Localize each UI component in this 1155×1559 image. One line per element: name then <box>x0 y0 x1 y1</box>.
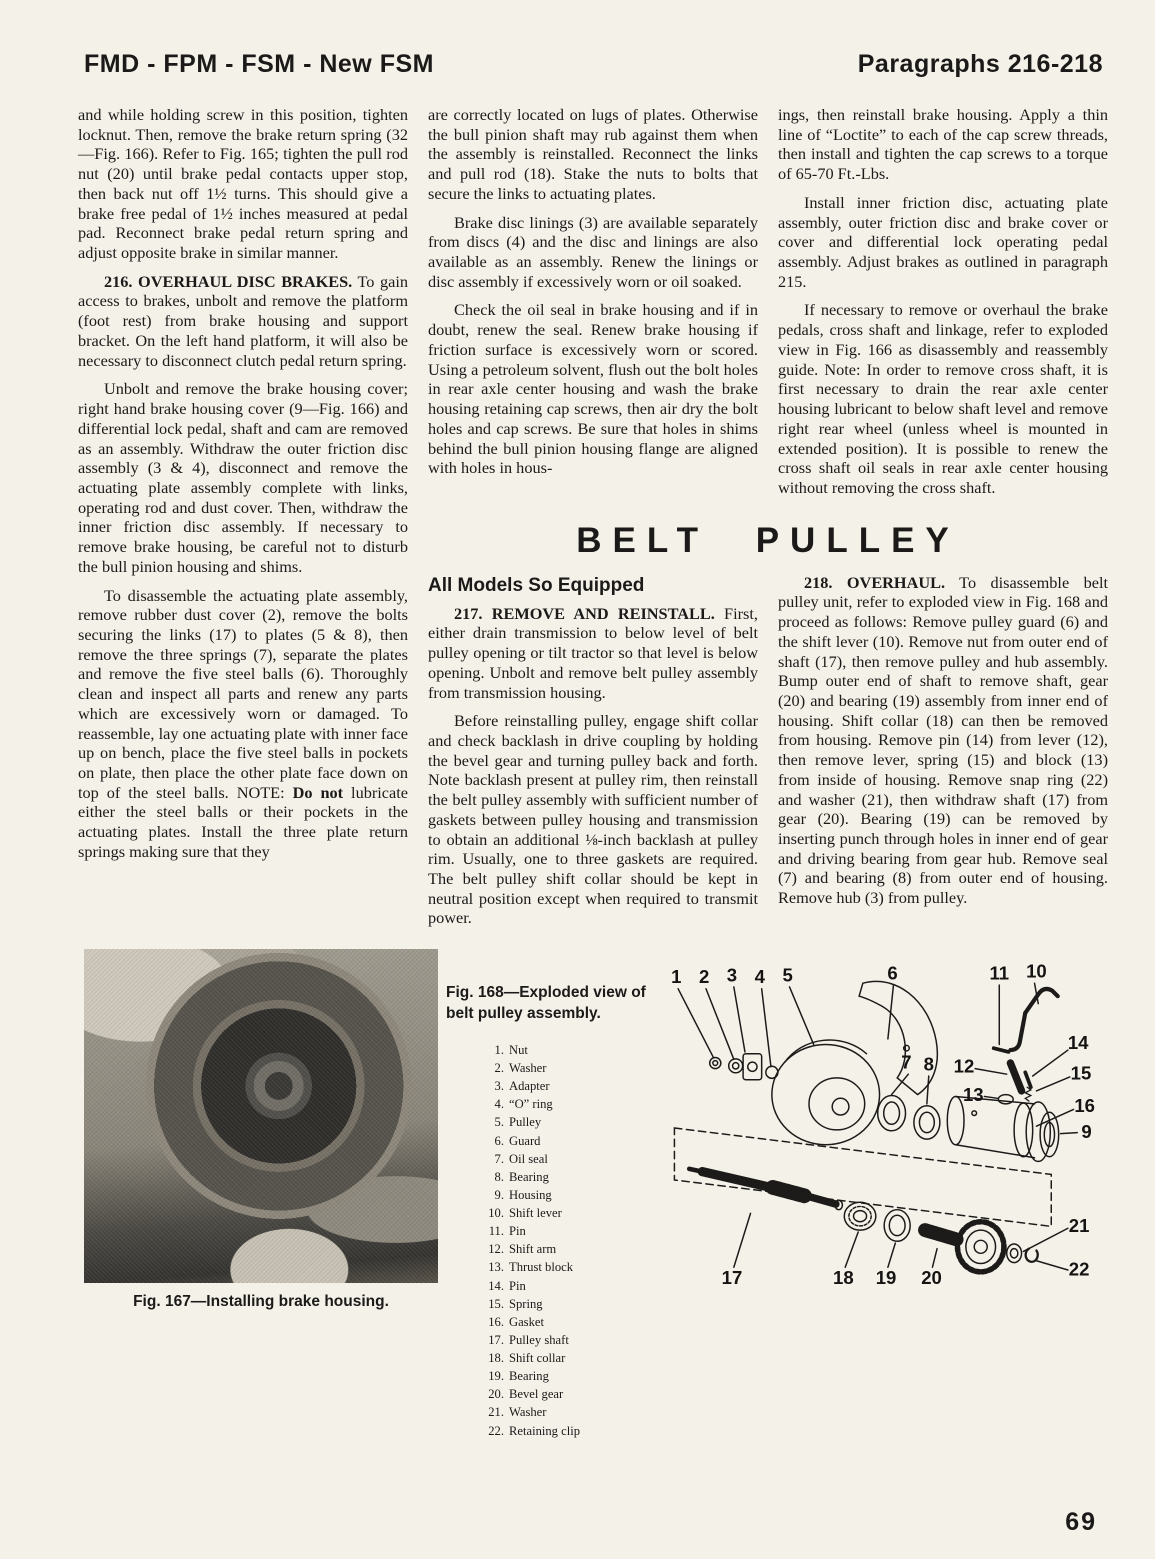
callout-number: 21 <box>1068 1215 1090 1237</box>
callout-number: 20 <box>921 1267 942 1289</box>
belt-column-right <box>778 573 1108 937</box>
parts-list-item <box>478 1349 646 1367</box>
part-number: 16. <box>488 1314 504 1329</box>
callout-number: 5 <box>782 964 793 986</box>
parts-list-item <box>478 1204 646 1222</box>
parts-list-item <box>478 1331 646 1349</box>
paragraph-with-note <box>78 586 408 862</box>
parts-list-item <box>478 1113 646 1131</box>
part-16-gasket <box>1014 1103 1033 1157</box>
part-name: Guard <box>509 1133 541 1148</box>
section-218-text: To disassemble belt pulley unit, refer to exploded view in Fig. 168 and proceed as follows: Remove pulley guard (6) and the shift lever (10). Remove nut from outer end of shaft (17), then remove pulley and hub assembly. Bump outer end of shaft to remove shaft, gear (20) and bearing (19) assembly from inner end of housing. Shift collar (18) can then be removed from housing. Remove pin (14) from lever (12), then remove lever, spring (15) and block (13) from inside of housing. Remove snap ring (22) and washer (21), then withdraw shaft (17) from gear (20). Bearing (19) can be removed by inserting punch through holes in inner end of gear and driving bearing from gear hub. Remove seal (7) and bearing (8) from outer end of housing. Remove hub (3) from pulley. <box>778 572 1108 908</box>
callout-number: 22 <box>1068 1258 1090 1280</box>
callout-number: 1 <box>671 966 682 988</box>
part-1-nut <box>710 1058 721 1069</box>
part-8-bearing <box>914 1106 940 1139</box>
part-20-bevel-gear <box>925 1222 1004 1272</box>
parts-list-item <box>478 1150 646 1168</box>
parts-list-item <box>478 1168 646 1186</box>
callout-number: 10 <box>1026 960 1047 982</box>
parts-list-item <box>478 1385 646 1403</box>
figure-168-parts-list <box>446 1041 646 1440</box>
figure-167-caption: Fig. 167—Installing brake housing. <box>133 1293 389 1311</box>
paragraphs-header: Paragraphs 216-218 <box>857 50 1103 78</box>
part-name: Bearing <box>509 1169 549 1184</box>
callout-number: 11 <box>989 962 1010 984</box>
paragraph: If necessary to remove or overhaul the brake pedals, cross shaft and linkage, refer to exploded view in Fig. 166 as disassembly and reassembly guide. Note: In order to remove cross shaft, it is first necessary to drain the rear axle center housing lubricant to below shaft level and remove right rear wheel (unless wheel is mounted in extended position). It is possible to renew the cross shaft oil seals in rear axle center housing without removing the cross shaft. <box>778 300 1108 497</box>
section-217-text: First, either drain transmission to below level of belt pulley opening or tilt tractor so that level is below opening. Unbolt and remove belt pulley assembly from transmission housing. <box>428 603 758 702</box>
part-name: Washer <box>509 1061 547 1076</box>
part-number: 5. <box>494 1115 504 1130</box>
section-218-heading: 218. OVERHAUL. <box>804 572 946 592</box>
belt-pulley-columns <box>428 573 1108 937</box>
part-number: 7. <box>494 1151 504 1166</box>
part-number: 12. <box>488 1242 504 1257</box>
parts-list-item <box>478 1041 646 1059</box>
part-name: Gasket <box>509 1314 544 1329</box>
part-14-pin <box>1025 1072 1031 1087</box>
leader-lines <box>678 983 1077 1270</box>
page-number: 69 <box>1065 1508 1097 1536</box>
paragraph: Check the oil seal in brake housing and if in doubt, renew the seal. Renew brake housing if friction surface is excessively worn or scored. Using a petroleum solvent, flush out the bolt holes in rear axle center housing and wash the brake housing retaining cap screws, then air dry the bolt holes and cap screws. Be sure that holes in shims behind the bull pinion housing flange are aligned with holes in hous- <box>428 300 758 478</box>
all-models-subhead: All Models So Equipped <box>428 574 645 596</box>
part-17-pulley-shaft <box>689 1169 842 1210</box>
brake-housing-photo <box>84 949 438 1283</box>
part-name: Shift lever <box>509 1206 562 1221</box>
part-9-housing <box>947 1097 1058 1162</box>
paragraph: and while holding screw in this position, tighten locknut. Then, remove the brake return spring (32—Fig. 166). Refer to Fig. 165; tighten the pull rod nut (20) until brake pedal contacts upper stop, then back nut off 1½ turns. This should give a brake free pedal of 1½ inches measured at pedal pad. Reconnect brake pedal return spring and adjust opposite brake in similar manner. <box>78 105 408 263</box>
part-6-guard <box>859 981 937 1094</box>
main-text-area <box>0 79 1155 937</box>
note-paragraph-end: lubricate either the steel balls or their pockets in the actuating plates. Install the three plate return springs making sure that they <box>78 782 409 861</box>
callout-number: 12 <box>953 1055 975 1077</box>
figure-168-caption: Fig. 168—Exploded view of belt pulley assembly. <box>446 984 646 1023</box>
parts-list-item <box>478 1186 646 1204</box>
part-number: 17. <box>488 1332 504 1347</box>
parts-list-item <box>478 1277 646 1295</box>
part-name: Bearing <box>509 1369 549 1384</box>
part-name: Pulley <box>509 1115 542 1130</box>
part-name: Pulley shaft <box>509 1332 569 1347</box>
callout-number: 14 <box>1067 1032 1089 1054</box>
section-218-paragraph <box>778 573 1108 908</box>
parts-list-item <box>478 1295 646 1313</box>
columns-2-3-pane <box>428 105 1108 937</box>
part-name: Thrust block <box>509 1260 574 1275</box>
parts-list-item <box>478 1258 646 1276</box>
part-number: 8. <box>494 1169 504 1184</box>
callout-number: 8 <box>923 1053 934 1075</box>
parts-list-item <box>478 1132 646 1150</box>
part-number: 2. <box>494 1061 504 1076</box>
column-3 <box>778 105 1108 507</box>
parts-list-item <box>478 1095 646 1113</box>
part-number: 11. <box>488 1224 504 1239</box>
part-2-washer <box>729 1059 743 1073</box>
part-number: 10. <box>488 1206 504 1221</box>
part-number: 1. <box>494 1042 504 1057</box>
callout-number: 18 <box>833 1267 854 1289</box>
figure-168-legend <box>446 949 646 1440</box>
part-name: Bevel gear <box>509 1387 564 1402</box>
parts-list-item <box>478 1222 646 1240</box>
part-name: Nut <box>509 1042 528 1057</box>
callout-number: 19 <box>875 1267 897 1289</box>
part-name: “O” ring <box>509 1097 553 1112</box>
part-name: Pin <box>509 1278 526 1293</box>
parts-list-item <box>478 1313 646 1331</box>
part-21-washer <box>1007 1244 1022 1263</box>
part-name: Adapter <box>509 1079 550 1094</box>
paragraph: Brake disc linings (3) are available separately from discs (4) and the disc and linings are also available as an assembly. Renew the linings or disc assembly if excessively worn or oil soaked. <box>428 212 758 291</box>
callout-number: 16 <box>1074 1095 1095 1117</box>
figure-167 <box>84 949 438 1440</box>
part-11-pin <box>994 1048 1009 1052</box>
part-10-shift-lever <box>1010 989 1057 1050</box>
part-number: 14. <box>488 1278 504 1293</box>
page-header <box>0 0 1155 79</box>
note-bold-phrase: Do not <box>292 782 344 802</box>
paragraph: Before reinstalling pulley, engage shift collar and check backlash in drive coupling by holding the bevel gear and turning pulley back and forth. Note backlash present at pulley rim, then reinstall the belt pulley assembly with sufficient number of gaskets between pulley housing and transmission to obtain an additional ⅛-inch backlash at pulley rim. Usually, one to three gaskets are required. The belt pulley shift collar should be kept in neutral position except when required to transmit power. <box>428 711 758 928</box>
callout-number: 3 <box>726 964 738 986</box>
section-216-heading: 216. OVERHAUL DISC BRAKES. <box>104 271 353 291</box>
callout-number: 7 <box>901 1051 912 1073</box>
paragraph: are correctly located on lugs of plates. Otherwise the bull pinion shaft may rub against them when the assembly is reinstalled. Reconnect the links and pull rod (18). Stake the nuts to bolts that secure the links to actuating plates. <box>428 105 758 203</box>
part-12-shift-arm <box>1010 1063 1021 1091</box>
section-217-paragraph <box>428 604 758 703</box>
part-13-thrust-block <box>998 1095 1013 1104</box>
belt-column-left <box>428 573 758 937</box>
paragraph: Install inner friction disc, actuating plate assembly, outer friction disc and brake cover or cover and differential lock operating pedal assembly. Adjust brakes as outlined in paragraph 215. <box>778 192 1108 291</box>
models-header: FMD - FPM - FSM - New FSM <box>84 50 434 78</box>
paragraph: ings, then reinstall brake housing. Apply a thin line of “Loctite” to each of the cap screw threads, then install and tighten the cap screws to a torque of 65-70 Ft.-Lbs. <box>778 105 1108 184</box>
part-number: 4. <box>494 1097 504 1112</box>
part-name: Housing <box>509 1187 552 1202</box>
column-1 <box>78 105 408 937</box>
section-216-paragraph <box>78 272 408 371</box>
parts-list-item <box>478 1367 646 1385</box>
belt-pulley-section-title: BELT PULLEY <box>576 520 960 560</box>
parts-list-item <box>478 1240 646 1258</box>
column-2 <box>428 105 758 507</box>
part-3-adapter <box>743 1054 762 1080</box>
parts-list-item <box>478 1422 646 1440</box>
paragraph: Unbolt and remove the brake housing cover; right hand brake housing cover (9—Fig. 166) and differential lock pedal, shaft and cam are removed as an assembly. Withdraw the outer friction disc assembly (3 & 4), disconnect and remove the actuating plate assembly complete with links, operating rod and dust cover. Then, withdraw the inner friction disc assembly. If necessary to remove brake housing, be careful not to disturb the bull pinion housing and shims. <box>78 379 408 576</box>
part-number: 3. <box>494 1079 504 1094</box>
part-name: Shift collar <box>509 1351 566 1366</box>
figures-row <box>0 937 1155 1440</box>
part-number: 22. <box>488 1423 504 1438</box>
section-217-heading: 217. REMOVE AND REINSTALL. <box>454 603 715 623</box>
callout-number: 4 <box>754 966 765 988</box>
figure-168-exploded-diagram <box>654 949 1132 1440</box>
part-15-spring <box>1025 1087 1031 1101</box>
callout-number: 17 <box>721 1267 743 1289</box>
part-number: 21. <box>488 1405 504 1420</box>
callout-number: 6 <box>887 962 898 984</box>
part-5-pulley <box>772 1040 880 1145</box>
part-22-retaining-clip <box>1026 1249 1038 1262</box>
part-number: 13. <box>488 1260 504 1275</box>
part-number: 9. <box>494 1187 504 1202</box>
section-216-text: To gain access to brakes, unbolt and remove the platform (foot rest) from brake housing and support bracket. On the left hand platform, it will also be necessary to disconnect clutch pedal return spring. <box>78 271 408 370</box>
part-18-shift-collar <box>844 1202 876 1230</box>
part-number: 18. <box>488 1351 504 1366</box>
callout-number: 15 <box>1070 1062 1092 1084</box>
note-paragraph-start: To disassemble the actuating plate assembly, remove rubber dust cover (2), remove the bolts securing the links (17) to plates (5 & 8), then remove the three springs (7), separate the plates and remove the five steel balls (6). Thoroughly clean and inspect all parts and renew any parts which are excessively worn or damaged. To reassemble, lay one actuating plate with inner face up on bench, place the five steel balls in pockets on plate, then place the other plate face down on top of the steel balls. NOTE: <box>78 585 408 802</box>
part-number: 15. <box>488 1296 504 1311</box>
part-19-bearing <box>884 1210 910 1242</box>
parts-list-item <box>478 1403 646 1421</box>
part-7-oil-seal <box>878 1096 906 1131</box>
brakes-continuation-columns <box>428 105 1108 507</box>
part-name: Pin <box>509 1224 526 1239</box>
part-name: Oil seal <box>509 1151 548 1166</box>
parts-list-item <box>478 1077 646 1095</box>
part-name: Washer <box>509 1405 547 1420</box>
part-number: 6. <box>494 1133 504 1148</box>
part-name: Retaining clip <box>509 1423 580 1438</box>
callout-number: 9 <box>1081 1121 1092 1143</box>
part-name: Spring <box>509 1296 543 1311</box>
callout-number: 13 <box>962 1084 984 1106</box>
callout-number: 2 <box>698 966 710 988</box>
part-number: 20. <box>488 1387 504 1402</box>
part-number: 19. <box>488 1369 504 1384</box>
parts-list-item <box>478 1059 646 1077</box>
part-name: Shift arm <box>509 1242 557 1257</box>
